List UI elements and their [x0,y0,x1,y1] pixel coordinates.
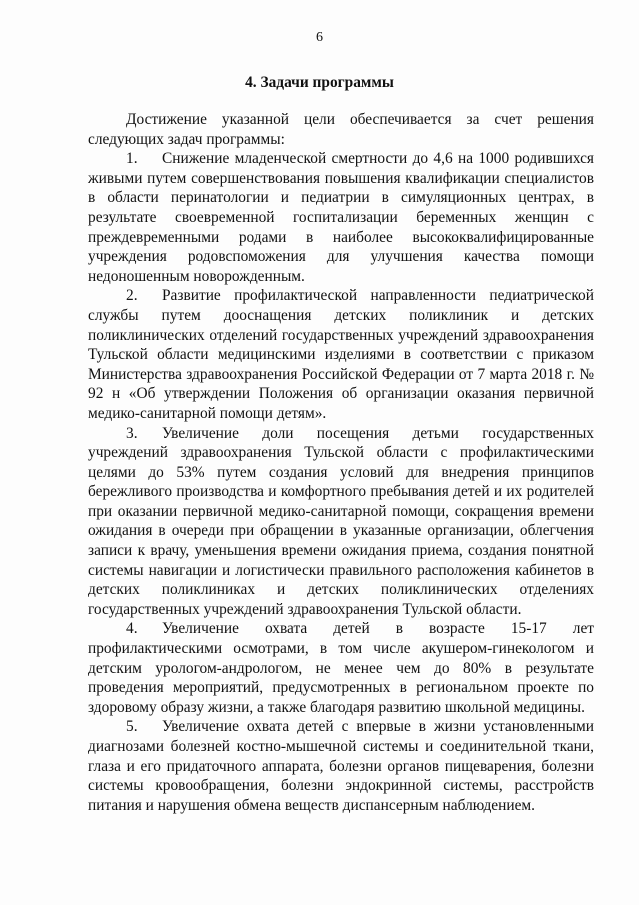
task-text: Снижение младенческой смертности до 4,6 на 1000 родившихся живыми путем совершенствования повышения квалификации специалистов в области перинатологии и педиатрии в симуляционных центрах, в результате своевременной госпитализации беременных женщин с преждевременными родами в наиболее высококвалифицированные учреждения родовспоможения для улучшения качества помощи недоношенным новорожденным. [88,150,594,285]
task-number: 5. [126,718,138,736]
task-text: Увеличение доли посещения детьми государственных учреждений здравоохранения Тульской области с профилактическими целями до 53% путем создания условий для внедрения принципов бережливого производства и комфортного пребывания детей и их родителей при оказании первичной медико-санитарной помощи, сокращения времени ожидания в очереди при обращении в указанные организации, облегчения записи к врачу, уменьшения времени ожидания приема, создания понятной системы навигации и логистически правильного расположения кабинетов в детских поликлиниках и детских поликлинических отделениях государственных учреждений здравоохранения Тульской области. [88,424,594,618]
section-title: 4. Задачи программы [245,74,394,91]
page-number: 6 [316,30,323,45]
task-item-5 [88,717,594,815]
task-item-2 [88,286,594,423]
task-item-1 [88,149,594,286]
task-number: 2. [126,287,138,305]
task-number: 3. [126,424,138,442]
task-item-3 [88,424,594,620]
intro-paragraph: Достижение указанной цели обеспечивается за счет решения следующих задач программы: [88,111,594,148]
task-text: Развитие профилактической направленности педиатрической службы путем дооснащения детских поликлиник и детских поликлинических отделений государственных учреждений здравоохранения Тульской области медицинскими изделиями в соответствии с приказом Министерства здравоохранения Российской Федерации от 7 марта 2018 г. № 92 н «Об утверждении Положения об организации оказания первичной медико-санитарной помощи детям». [88,287,594,422]
section-body [88,110,594,815]
task-item-4 [88,619,594,717]
task-number: 1. [126,150,138,168]
task-text: Увеличение охвата детей в возрасте 15-17 лет профилактическими осмотрами, в том числе акушером-гинекологом и детским урологом-андрологом, не менее чем до 80% в результате проведения мероприятий, предусмотренных в региональном проекте по здоровому образу жизни, а также благодаря развитию школьной медицины. [88,620,594,716]
task-number: 4. [126,620,138,638]
task-text: Увеличение охвата детей с впервые в жизни установленными диагнозами болезней костно-мышечной системы и соединительной ткани, глаза и его придаточного аппарата, болезни органов пищеварения, болезни системы кровообращения, болезни эндокринной системы, расстройств питания и нарушения обмена веществ диспансерным наблюдением. [88,718,594,814]
